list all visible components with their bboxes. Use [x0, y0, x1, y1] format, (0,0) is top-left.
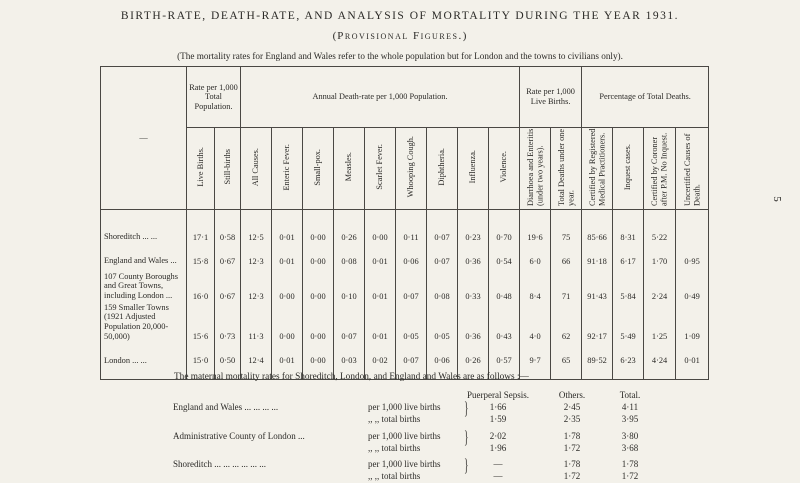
maternal-value: 2·35: [563, 414, 581, 424]
mortality-note: (The mortality rates for England and Wales refer to the whole population but for London and the towns to civilians only).: [177, 51, 623, 61]
table-cell: 15·8: [187, 244, 215, 268]
table-cell: 5·49: [613, 303, 644, 344]
maternal-basis-label: per 1,000 live births: [368, 459, 441, 469]
table-cell: 15·6: [187, 303, 215, 344]
table-cell: 17·1: [187, 220, 215, 244]
column-header: [272, 128, 303, 210]
group-header-live-births: Rate per 1,000 Live Births.: [520, 67, 582, 128]
row-label: London ... ...: [101, 343, 187, 367]
table-cell: 0·07: [334, 303, 365, 344]
table-cell: 8·31: [613, 220, 644, 244]
column-header: [215, 128, 241, 210]
maternal-area-name: Administrative County of London ...: [173, 431, 305, 441]
table-row: [101, 220, 709, 244]
brace-icon: }: [464, 398, 469, 418]
table-cell: 65: [551, 343, 582, 367]
column-header-label: Violence.: [499, 151, 509, 183]
subtitle-text: Provisional Figures.: [337, 30, 463, 42]
table-cell: 0·01: [365, 268, 396, 303]
maternal-value: 1·78: [563, 431, 581, 441]
maternal-basis-label: per 1,000 live births: [368, 431, 441, 441]
table-cell: 0·01: [676, 343, 709, 367]
column-header-label: Whooping Cough.: [406, 136, 416, 198]
maternal-column-header: Others.: [558, 390, 586, 400]
table-cell: 0·01: [365, 303, 396, 344]
table-cell: 0·05: [427, 303, 458, 344]
mortality-table: [100, 66, 709, 380]
column-header-label: Diarrhoea and Enteritis (under two years).: [525, 128, 545, 206]
column-header: [582, 128, 613, 210]
page-number: 5: [770, 196, 783, 202]
table-cell: 62: [551, 303, 582, 344]
table-row: [101, 343, 709, 367]
column-header: [187, 128, 215, 210]
maternal-area-name: England and Wales ... ... ... ...: [173, 402, 279, 412]
column-header-label: Diphtheria.: [437, 148, 447, 186]
table-cell: 0·50: [215, 343, 241, 367]
table-cell: 0·26: [458, 343, 489, 367]
maternal-value: 1·78: [563, 459, 581, 469]
table-cell: 12·5: [241, 220, 272, 244]
maternal-column-header: Puerperal Sepsis.: [467, 390, 529, 400]
table-cell: 0·48: [489, 268, 520, 303]
table-cell: 0·01: [272, 220, 303, 244]
table-cell: 0·57: [489, 343, 520, 367]
table-cell: 4·0: [520, 303, 551, 344]
row-label: England and Wales ...: [101, 244, 187, 268]
table-cell: 0·00: [365, 220, 396, 244]
table-cell: 0·06: [427, 343, 458, 367]
table-cell: 9·7: [520, 343, 551, 367]
maternal-value: 1·72: [563, 471, 581, 481]
column-header-label: Total Deaths under one year.: [556, 128, 576, 206]
table-cell: 0·01: [272, 343, 303, 367]
table-cell: 0·07: [427, 220, 458, 244]
maternal-value: 1·78: [621, 459, 639, 469]
maternal-column-header: Total.: [619, 390, 641, 400]
table-cell: 0·02: [365, 343, 396, 367]
column-header-label: Certified by Coroner after P.M. No Inquest.: [650, 132, 669, 206]
maternal-value: 1·72: [621, 471, 639, 481]
column-header: [489, 128, 520, 210]
table-cell: 6·23: [613, 343, 644, 367]
table-cell: 8·4: [520, 268, 551, 303]
table-cell: 0·23: [458, 220, 489, 244]
table-cell: 0·07: [396, 343, 427, 367]
maternal-value: 1·66: [489, 402, 507, 412]
maternal-value: —: [493, 459, 503, 469]
table-cell: 0·70: [489, 220, 520, 244]
column-header-label: All Causes.: [251, 147, 261, 187]
table-row: [101, 303, 709, 344]
table-cell: 71: [551, 268, 582, 303]
maternal-value: 3·95: [621, 414, 639, 424]
subtitle-open: (: [332, 30, 338, 42]
table-cell: 0·33: [458, 268, 489, 303]
maternal-value: 1·72: [563, 443, 581, 453]
column-header: [334, 128, 365, 210]
table-cell: 15·0: [187, 343, 215, 367]
column-header: [520, 128, 551, 210]
table-cell: 0·95: [676, 244, 709, 268]
subtitle-close: ): [462, 30, 468, 42]
table-row: [101, 244, 709, 268]
table-cell: 0·36: [458, 244, 489, 268]
column-header: [365, 128, 396, 210]
table-cell: 0·01: [272, 244, 303, 268]
table-cell: 0·36: [458, 303, 489, 344]
table-cell: 75: [551, 220, 582, 244]
row-label: 107 County Boroughs and Great Towns, including London ...: [101, 268, 187, 303]
column-header-label: Scarlet Fever.: [375, 144, 385, 190]
maternal-value: 2·02: [489, 431, 507, 441]
group-header-population: Rate per 1,000 Total Population.: [187, 67, 241, 128]
column-header-label: Influenza.: [468, 150, 478, 184]
column-header-label: Uncertified Causes of Death.: [682, 133, 702, 206]
table-cell: 4·24: [644, 343, 676, 367]
table-cell: 0·06: [396, 244, 427, 268]
maternal-value: 1·96: [489, 443, 507, 453]
table-cell: 0·54: [489, 244, 520, 268]
table-cell: 0·00: [303, 303, 334, 344]
maternal-value: 4·11: [621, 402, 639, 412]
table-cell: 1·70: [644, 244, 676, 268]
table-cell: 0·00: [303, 343, 334, 367]
group-header-death-rate: Annual Death-rate per 1,000 Population.: [241, 67, 520, 128]
table-cell: 5·22: [644, 220, 676, 244]
column-header: [396, 128, 427, 210]
table-cell: 12·3: [241, 244, 272, 268]
table-cell: 0·07: [427, 244, 458, 268]
maternal-value: 1·59: [489, 414, 507, 424]
column-header: [551, 128, 582, 210]
maternal-intro: The maternal mortality rates for Shoreditch, London, and England and Wales are as follows :—: [174, 372, 529, 382]
table-cell: 91·43: [582, 268, 613, 303]
column-header: [676, 128, 709, 210]
corner-dash: —: [139, 133, 148, 142]
column-header-label: Still-births: [222, 149, 232, 185]
table-cell: 11·3: [241, 303, 272, 344]
table-cell: 0·00: [303, 244, 334, 268]
table-cell: 6·17: [613, 244, 644, 268]
column-header: [303, 128, 334, 210]
column-header-label: Live Births.: [195, 147, 205, 187]
table-cell: 89·52: [582, 343, 613, 367]
table-cell: 0·67: [215, 244, 241, 268]
column-header: [644, 128, 676, 210]
column-header-label: Measles.: [344, 152, 354, 182]
table-cell: 0·03: [334, 343, 365, 367]
table-cell: 0·10: [334, 268, 365, 303]
table-cell: 19·6: [520, 220, 551, 244]
brace-icon: }: [464, 427, 469, 447]
column-header-label: Enteric Fever.: [282, 143, 292, 191]
group-header-percentage: Percentage of Total Deaths.: [582, 67, 709, 128]
table-cell: 12·3: [241, 268, 272, 303]
table-cell: 1·25: [644, 303, 676, 344]
maternal-area-name: Shoreditch ... ... ... ... ... ...: [173, 459, 266, 469]
table-cell: 0·07: [396, 268, 427, 303]
table-cell: 2·24: [644, 268, 676, 303]
column-header: [241, 128, 272, 210]
table-cell: 0·01: [365, 244, 396, 268]
table-cell: 0·49: [676, 268, 709, 303]
table-cell: 0·58: [215, 220, 241, 244]
table-cell: 0·26: [334, 220, 365, 244]
column-header-label: Inquest cases.: [623, 143, 633, 191]
table-cell: [676, 220, 709, 244]
maternal-basis-label: ,, ,, total births: [368, 443, 421, 453]
table-cell: 1·09: [676, 303, 709, 344]
row-label: Shoreditch ... ...: [101, 220, 187, 244]
table-cell: 0·67: [215, 268, 241, 303]
table-cell: 6·0: [520, 244, 551, 268]
corner-cell: [101, 67, 187, 210]
table-cell: 0·00: [272, 303, 303, 344]
column-header: [613, 128, 644, 210]
page-subtitle: [0, 30, 800, 42]
row-label: 159 Smaller Towns (1921 Adjusted Population 20,000-50,000): [101, 303, 187, 344]
table-cell: 66: [551, 244, 582, 268]
maternal-basis-label: ,, ,, total births: [368, 414, 421, 424]
table-cell: 92·17: [582, 303, 613, 344]
column-header: [427, 128, 458, 210]
table-cell: 0·08: [427, 268, 458, 303]
table-cell: 0·00: [303, 220, 334, 244]
table-cell: 85·66: [582, 220, 613, 244]
maternal-value: 3·68: [621, 443, 639, 453]
table-row: [101, 268, 709, 303]
page-title: BIRTH-RATE, DEATH-RATE, AND ANALYSIS OF MORTALITY DURING THE YEAR 1931.: [120, 10, 680, 22]
maternal-value: 3·80: [621, 431, 639, 441]
maternal-value: —: [493, 471, 503, 481]
table-cell: 0·43: [489, 303, 520, 344]
column-header-label: Small-pox.: [313, 148, 323, 186]
maternal-basis-label: per 1,000 live births: [368, 402, 441, 412]
table-cell: 0·73: [215, 303, 241, 344]
column-header-label: Certified by Registered Medical Practitioners.: [587, 128, 607, 206]
table-cell: 5·84: [613, 268, 644, 303]
table-cell: 0·00: [303, 268, 334, 303]
table-cell: 0·05: [396, 303, 427, 344]
table-cell: 0·11: [396, 220, 427, 244]
table-cell: 12·4: [241, 343, 272, 367]
column-header: [458, 128, 489, 210]
maternal-value: 2·45: [563, 402, 581, 412]
table-cell: 0·08: [334, 244, 365, 268]
maternal-basis-label: ,, ,, total births: [368, 471, 421, 481]
table-cell: 16·0: [187, 268, 215, 303]
table-cell: 0·00: [272, 268, 303, 303]
brace-icon: }: [464, 455, 469, 475]
table-cell: 91·18: [582, 244, 613, 268]
